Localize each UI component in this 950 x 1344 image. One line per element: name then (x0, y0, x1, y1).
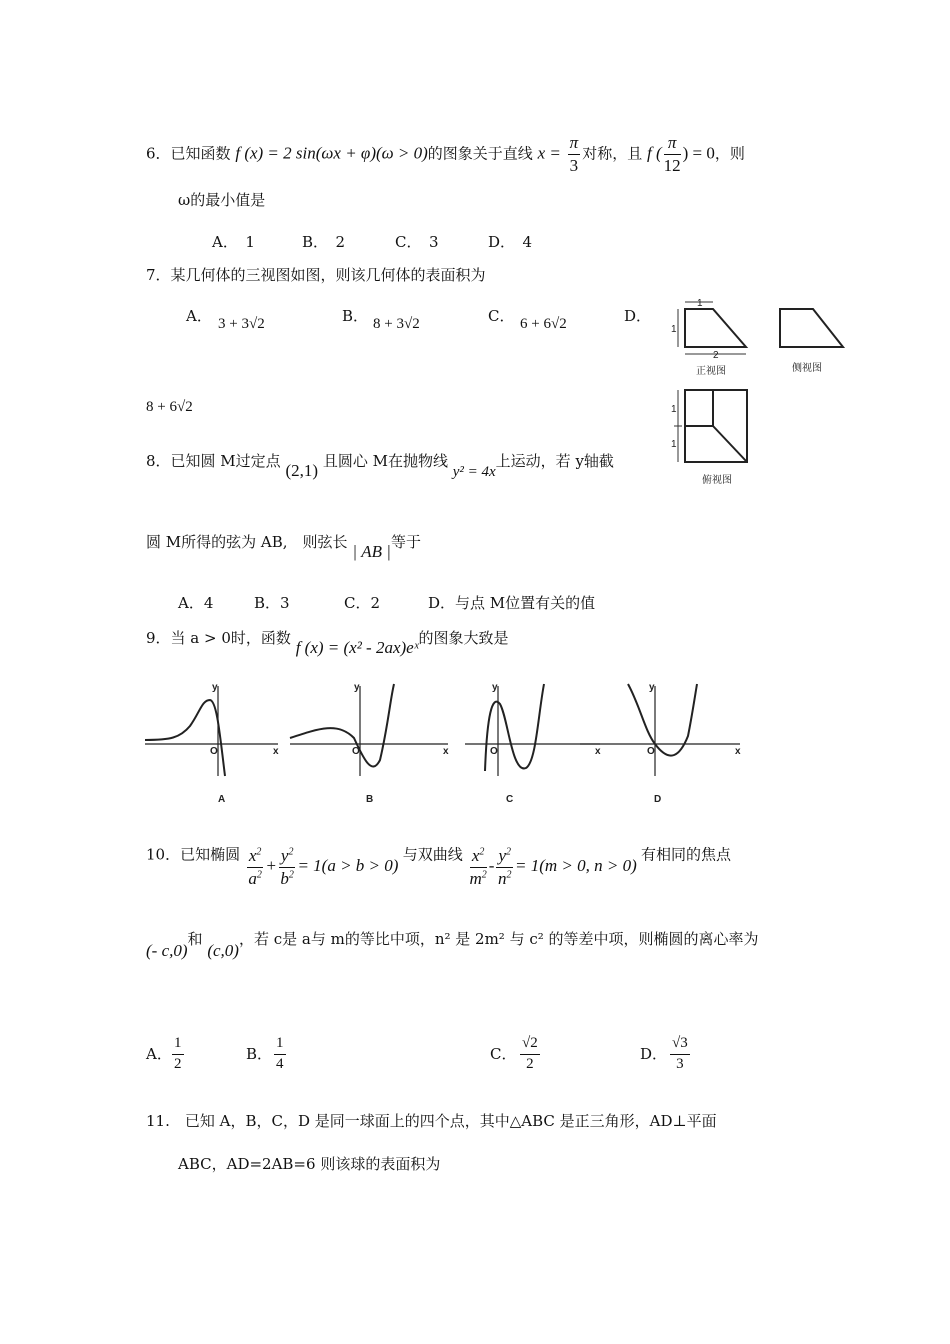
q10-option-a: A． (146, 1045, 172, 1063)
q10-option-b-value: $\frac{1}{4}$ (276, 1035, 284, 1072)
q6-option-d: D． 4 (488, 233, 533, 251)
svg-text:O: O (352, 746, 360, 757)
side-view-label: 侧视图 (792, 363, 822, 374)
q10-option-d: D． (640, 1045, 668, 1063)
front-view-label: 正视图 (696, 366, 726, 377)
q10-option-b: B． (246, 1045, 273, 1063)
q6-option-c: C． 3 (395, 233, 439, 251)
svg-text:x: x (595, 746, 601, 757)
graph-b-curve (290, 684, 394, 766)
q10-option-d-value: $\frac{√3}{3}$ (672, 1035, 688, 1072)
q7-option-c-value: 6 + 6√2 (520, 316, 567, 332)
svg-text:2: 2 (713, 350, 719, 361)
q8-option-d: D．与点 M位置有关的值 (428, 594, 596, 612)
q6-option-b: B． 2 (302, 233, 346, 251)
q6-pi-over-12: $\frac{\pi}{12}$ (663, 133, 681, 175)
svg-text:O: O (490, 746, 498, 757)
svg-text:x: x (273, 746, 279, 757)
q10-option-c-value: $\frac{√2}{2}$ (522, 1035, 538, 1072)
front-view-shape (685, 309, 746, 347)
graph-d-curve (628, 684, 697, 756)
q7-option-a-label: A． (186, 307, 212, 325)
q7-option-d-label: D． (624, 307, 652, 325)
q7-option-d-value: 8 + 6√2 (146, 399, 193, 415)
svg-text:y: y (492, 682, 498, 693)
q6-line2: ω的最小值是 (178, 191, 266, 209)
q9-line: 9．当 a > 0时，函数 f (x) = (x² - 2ax)eˣ的图象大致是 (146, 629, 509, 657)
svg-text:1: 1 (671, 404, 677, 415)
q8-line2: 圆 M所得的弦为 AB, 则弦长 | AB |等于 (146, 533, 421, 561)
q6-option-a: A． 1 (212, 233, 255, 251)
q10-option-a-value: $\frac{1}{2}$ (174, 1035, 182, 1072)
q7-option-c-label: C． (488, 307, 515, 325)
q8-line1: 8．已知圆 M过定点 (2,1) 且圆心 M在抛物线 y² = 4x上运动，若 y轴截 (146, 452, 614, 480)
svg-text:y: y (212, 682, 218, 693)
graph-c-curve (485, 684, 544, 771)
top-view-label: 俯视图 (702, 475, 732, 486)
graph-b-label: B (366, 794, 374, 805)
svg-text:y: y (354, 682, 360, 693)
graph-c-label: C (506, 794, 514, 805)
q7-stem: 7．某几何体的三视图如图，则该几何体的表面积为 (146, 266, 486, 284)
q10-line2: (- c,0)和 (c,0)，若 c是 a与 m的等比中项，n² 是 2m² 与 c² 的等差中项，则椭圆的离心率为 (146, 930, 759, 960)
svg-text:1: 1 (697, 298, 703, 309)
graph-a-curve (145, 700, 225, 776)
q6-pi-over-3: $\frac{\pi}{3}$ (569, 133, 579, 175)
q8-option-b: B．3 (254, 594, 290, 612)
svg-text:y: y (649, 682, 655, 693)
q8-option-c: C．2 (344, 594, 381, 612)
svg-text:O: O (647, 746, 655, 757)
q6-function: f (x) = 2 sin(ωx + φ)(ω > 0) (235, 143, 428, 163)
q8-option-a: A．4 (178, 594, 214, 612)
svg-text:x: x (443, 746, 449, 757)
q11-line2: ABC，AD=2AB=6 则该球的表面积为 (178, 1155, 441, 1173)
q6-line1: 6．已知函数 f (x) = 2 sin(ωx + φ)(ω > 0)的图象关于直线 x = $\frac{\pi}{3}$ 对称，且 f ( $\frac{\pi}{12}$ ) = 0，则 (146, 133, 745, 175)
q7-option-a-value: 3 + 3√2 (218, 316, 265, 332)
svg-text:x: x (735, 746, 741, 757)
three-view-figure (668, 292, 854, 492)
q10-option-c: C． (490, 1045, 517, 1063)
svg-text:O: O (210, 746, 218, 757)
svg-text:1: 1 (671, 439, 677, 450)
side-view-shape (780, 309, 843, 347)
q7-option-b-label: B． (342, 307, 369, 325)
q11-line1: 11. 已知 A，B，C，D 是同一球面上的四个点，其中△ABC 是正三角形，AD⊥平面 (146, 1112, 717, 1130)
svg-text:1: 1 (671, 324, 677, 335)
q9-graphs (140, 676, 750, 808)
q10-line1: 10．已知椭圆 $\frac{x^2}{a^2}$ + $\frac{y^2}{b^2}$ = 1(a > b > 0) 与双曲线 $\frac{x^2}{m^2}$ - $\frac{y^2}{n^2}$ = 1(m > 0, n > 0) 有相同的焦点 (146, 845, 732, 888)
graph-a-label: A (218, 794, 226, 805)
graph-d-label: D (654, 794, 662, 805)
q7-option-b-value: 8 + 3√2 (373, 316, 420, 332)
